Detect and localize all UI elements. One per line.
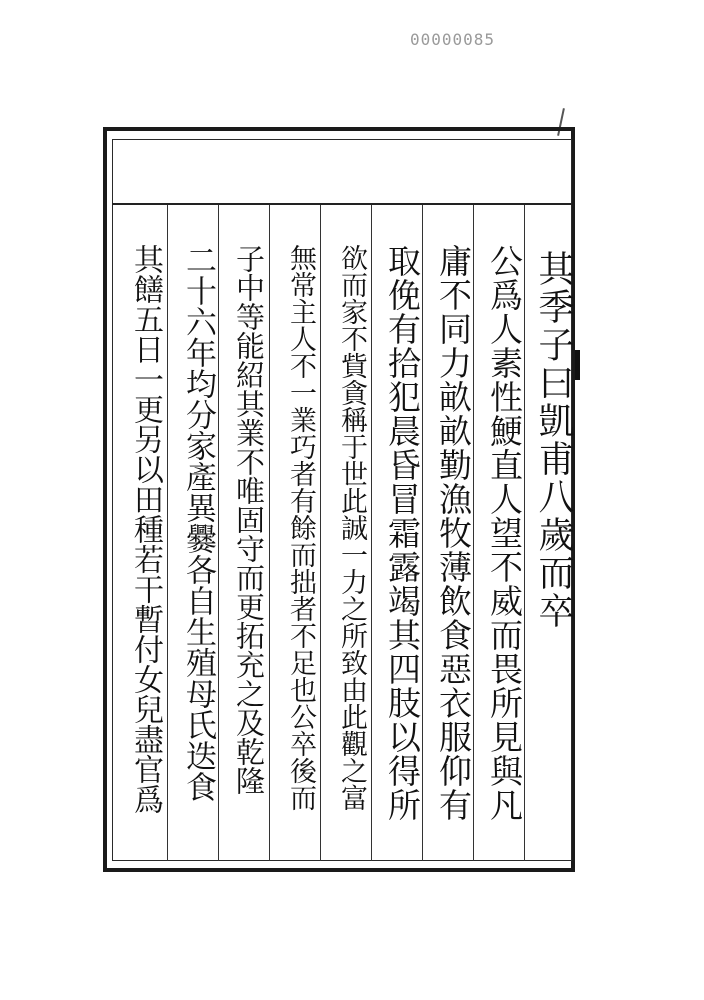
text-column-7: 子中等能紹其業不唯固守而更拓充之及乾隆: [232, 244, 266, 795]
text-column-5: 欲而家不貲貪稱于世此誠一力之所致由此觀之富: [336, 244, 367, 811]
text-column-9: 其饍五日一更另以田種若干暫付女兒盡官爲: [128, 244, 163, 814]
text-column-6: 無常主人不一業巧者有餘而拙者不足也公卒後而: [285, 244, 316, 811]
header-strip: [112, 139, 572, 205]
archive-stamp-number: 00000085: [410, 30, 496, 49]
text-column-2: 公爲人素性鯁直人望不威而畏所見與凡: [485, 244, 524, 822]
text-column-8: 二十六年均分家產異爨各自生殖母氏迭食: [180, 244, 216, 802]
text-column-4: 取俛有拾犯晨昏冒霜露竭其四肢以得所: [383, 244, 422, 822]
text-column-1: 其季子曰凱甫八歲而卒: [533, 250, 574, 630]
text-column-3: 庸不同力畝畝勤漁牧薄飲食惡衣服仰有: [434, 244, 473, 822]
